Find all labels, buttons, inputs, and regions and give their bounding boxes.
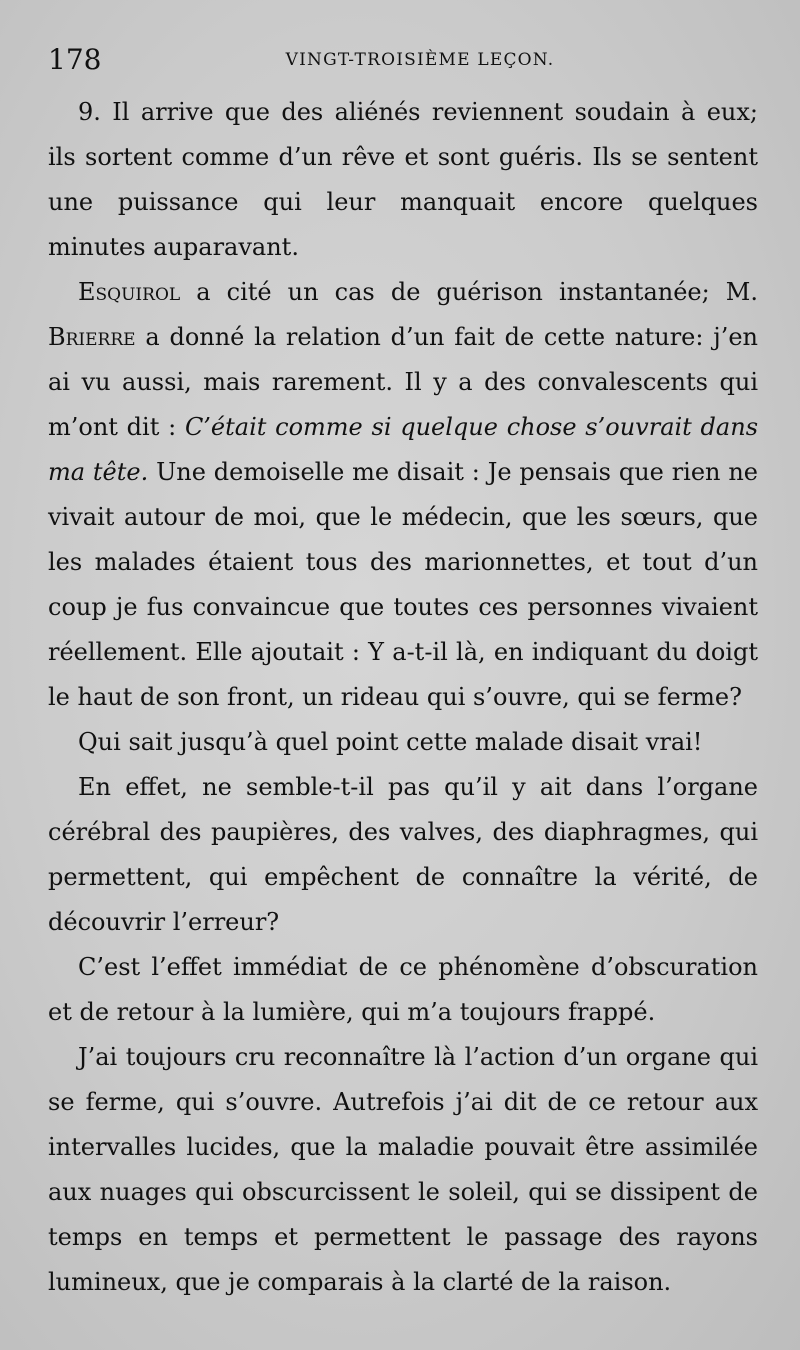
body-text [48, 90, 758, 1305]
paragraph-4: En effet, ne semble-t-il pas qu’il y ait dans l’organe cérébral des paupières, des valves, des diaphragmes, qui permettent, qui empêchent de connaître la vérité, de découvrir l’erreur? [48, 773, 758, 936]
paragraph-3: Qui sait jusqu’à quel point cette malade disait vrai! [78, 728, 703, 756]
author-name-brierre: Brierre [48, 323, 136, 351]
author-name-esquirol: Esquirol [78, 278, 181, 306]
paragraph-2-text-3: Une demoiselle me disait : Je pensais que rien ne vivait autour de moi, que le médecin, que les sœurs, que les malades étaient tous des marionnettes, et tout d’un coup je fus convaincue que toutes ces personnes vivaient réellement. Elle ajoutait : Y a-t-il là, en indiquant du doigt le haut de son front, un rideau qui s’ouvre, qui se ferme? [48, 458, 758, 711]
paragraph-2-text-1: a cité un cas de guérison instantanée; M. [180, 278, 758, 306]
paragraph-5: C’est l’effet immédiat de ce phénomène d’obscuration et de retour à la lumière, qui m’a toujours frappé. [48, 953, 758, 1026]
paragraph-2 [48, 270, 758, 720]
paragraph-2-text-2: a donné la relation d’un fait de cette nature: j’en ai vu aussi, mais rarement. Il y a des convalescents qui m’ont dit : [48, 323, 758, 441]
italic-quotation: C’était comme si quelque chose s’ouvrait dans ma tête. [48, 413, 759, 486]
running-title: VINGT-TROISIÈME LEÇON. [285, 50, 555, 70]
running-head [48, 44, 752, 80]
paragraph-6: J’ai toujours cru reconnaître là l’action d’un organe qui se ferme, qui s’ouvre. Autrefois j’ai dit de ce retour aux intervalles lucides, que la maladie pouvait être assimilée aux nuages qui obscurcissent le soleil, qui se dissipent de temps en temps et permettent le passage des rayons lumineux, que je comparais à la clarté de la raison. [48, 1043, 758, 1296]
paragraph-1: 9. Il arrive que des aliénés reviennent soudain à eux; ils sortent comme d’un rêve et sont guéris. Ils se sentent une puissance qui leur manquait encore quelques minutes auparavant. [48, 98, 758, 261]
page-number: 178 [48, 43, 102, 76]
